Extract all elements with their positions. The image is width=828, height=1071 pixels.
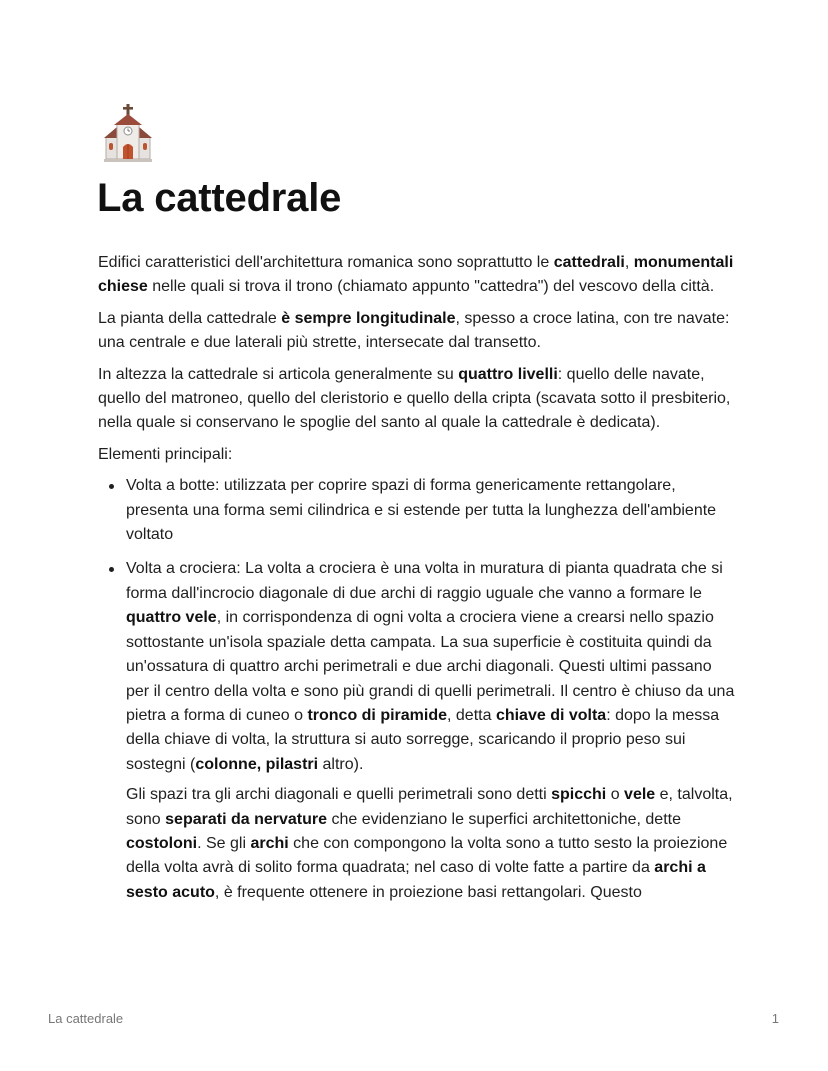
list-item-volta-a-crociera: Volta a crociera: La volta a crociera è una volta in muratura di pianta quadrata che si forma dall'incrocio diagonale di due archi di raggio uguale che vanno a formare le quattro vele, in corrispondenza di ogni volta a crociera viene a crearsi nello spazio sottostante un'isola spaziale detta campata. La sua superficie è costituita quindi da un'ossatura di quattro archi perimetrali e due archi diagonali. Questi ultimi passano per il centro della volta e sono più grandi di quelli perimetrali. Il centro è chiuso da una pietra a forma di cuneo o tronco di piramide, detta chiave di volta: dopo la messa della chiave di volta, la struttura si auto sorregge, scaricando il proprio peso sui sostegni (colonne, pilastri altro). Gli spazi tra gli archi diagonali e quelli perimetrali sono detti spicchi o vele e, talvolta, sono separati da nervature che evidenziano le superfici architettoniche, dette costoloni. Se gli archi che con compongono la volta sono a tutto sesto la proiezione della volta avrà di solito forma quadrata; nel caso di volte fatte a partire da archi a sesto acuto, è frequente ottenere in proiezione basi rettangolari. Questo <box>126 557 738 905</box>
paragraph-pianta: La pianta della cattedrale è sempre longitudinale, spesso a croce latina, con tre navate: una centrale e due laterali più strette, intersecate dal transetto. <box>98 309 730 352</box>
page-title: La cattedrale <box>97 176 342 220</box>
paragraph-intro: Edifici caratteristici dell'architettura romanica sono soprattutto le cattedrali, monumentali chiese nelle quali si trova il trono (chiamato appunto "cattedra") del vescovo della città. <box>98 254 734 296</box>
elements-list <box>98 474 738 905</box>
paragraph-elementi: Elementi principali: <box>98 445 233 463</box>
paragraph-altezza: In altezza la cattedrale si articola generalmente su quattro livelli: quello delle navate, quello del matroneo, quello del cleristorio e quello della cripta (scavata sotto il presbiterio, nella quale si conservano le spoglie del santo al quale la cattedrale è dedicata). <box>98 365 731 432</box>
list-item-paragraph: Gli spazi tra gli archi diagonali e quelli perimetrali sono detti spicchi o vele e, talvolta, sono separati da nervature che evidenziano le superfici architettoniche, dette costoloni. Se gli archi che con compongono la volta sono a tutto sesto la proiezione della volta avrà di solito forma quadrata; nel caso di volte fatte a partire da archi a sesto acuto, è frequente ottenere in proiezione basi rettangolari. Questo <box>126 786 733 901</box>
church-icon <box>104 103 152 163</box>
list-item-volta-a-botte: Volta a botte: utilizzata per coprire spazi di forma genericamente rettangolare, presenta una forma semi cilindrica e si estende per tutta la lunghezza dell'ambiente voltato <box>126 474 738 547</box>
page-content <box>98 251 738 915</box>
footer-page-number: 1 <box>771 1011 779 1026</box>
footer-document-title: La cattedrale <box>48 1011 124 1026</box>
